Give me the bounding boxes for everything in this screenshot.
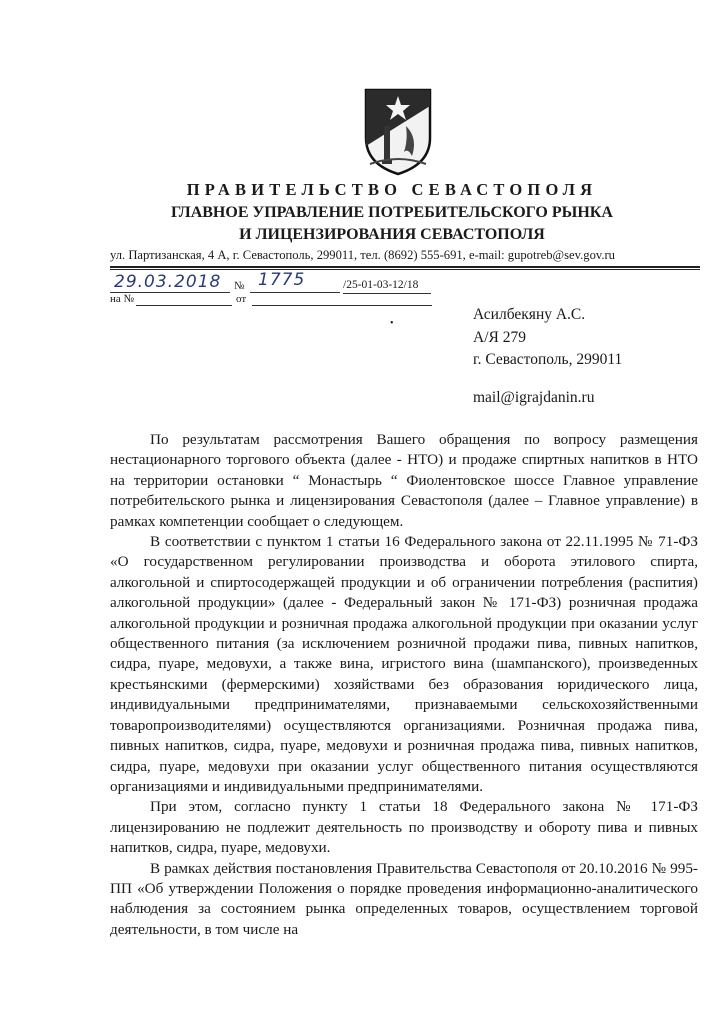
from-label: от xyxy=(236,293,247,305)
suffix-underline xyxy=(343,293,431,294)
government-title: ПРАВИТЕЛЬСТВО СЕВАСТОПОЛЯ xyxy=(186,180,598,199)
number-underline xyxy=(250,292,340,293)
sevastopol-coat-of-arms-icon xyxy=(362,86,434,176)
letter-body xyxy=(110,430,698,940)
number-label: № xyxy=(234,280,245,292)
stray-mark: • xyxy=(390,318,394,329)
department-title-line2: И ЛИЦЕНЗИРОВАНИЯ СЕВАСТОПОЛЯ xyxy=(239,226,545,243)
registration-date: 29.03.2018 xyxy=(114,272,222,292)
paragraph-1: По результатам рассмотрения Вашего обращения по вопросу размещения нестационарного торгового объекта (далее - НТО) и продаже спиртных напитков в НТО на территории остановки “ Монастырь “ Фиолентовское шоссе Главное управление потребительского рынка и лицензирования Севастополя (далее – Главное управление) в рамках компетенции сообщает о следующем. xyxy=(110,431,698,530)
paragraph-3: При этом, согласно пункту 1 статьи 18 Федерального закона № 171-ФЗ лицензированию не подлежит деятельность по производству и обороту пива и пивных напитков, сидра, пуаре, медовухи. xyxy=(110,798,698,857)
paragraph-4: В рамках действия постановления Правительства Севастополя от 20.10.2016 № 995-ПП «Об утверждении Положения о порядке проведения информационно-аналитического наблюдения за состоянием рынка определенных товаров, осуществлением торговой деятельности, в том числе на xyxy=(110,859,698,938)
from-underline xyxy=(252,305,432,306)
registration-number: 1775 xyxy=(258,270,306,290)
recipient-city: г. Севастополь, 299011 xyxy=(473,351,623,368)
registration-suffix: /25-01-03-12/18 xyxy=(343,279,419,291)
header-divider-thin xyxy=(110,269,700,270)
recipient-name: Асилбекяну А.С. xyxy=(473,306,586,323)
recipient-box: А/Я 279 xyxy=(473,329,526,346)
on-no-underline xyxy=(136,305,232,306)
on-no-label: на № xyxy=(110,293,135,305)
paragraph-2: В соответствии с пунктом 1 статьи 16 Федерального закона от 22.11.1995 № 71-ФЗ «О государственном регулировании производства и оборота этилового спирта, алкогольной и спиртосодержащей продукции и об ограничении потребления (распития) алкогольной продукции» (далее - Федеральный закон № 171-ФЗ) розничная продажа алкогольной продукции и розничная продажа алкогольной продукции при оказании услуг общественного питания (за исключением розничной продажи пива, пивных напитков, сидра, пуаре, медовухи, а также вина, игристого вина (шампанского), произведенных крестьянскими (фермерскими) хозяйствами без образования юридического лица, индивидуальными предпринимателями, признаваемыми сельскохозяйственными товаропроизводителями) осуществляются организациями. Розничная продажа пива, пивных напитков, сидра, пуаре, медовухи и розничная продажа пива, пивных напитков, сидра, пуаре, медовухи при оказании услуг общественного питания осуществляются организациями и индивидуальными предпринимателями. xyxy=(110,533,698,795)
department-address: ул. Партизанская, 4 А, г. Севастополь, 299011, тел. (8692) 555-691, e-mail: gupotreb@sev.gov.ru xyxy=(110,248,615,262)
header-divider xyxy=(110,266,700,268)
department-title-line1: ГЛАВНОЕ УПРАВЛЕНИЕ ПОТРЕБИТЕЛЬСКОГО РЫНКА xyxy=(171,204,613,221)
recipient-email: mail@igrajdanin.ru xyxy=(473,389,595,406)
